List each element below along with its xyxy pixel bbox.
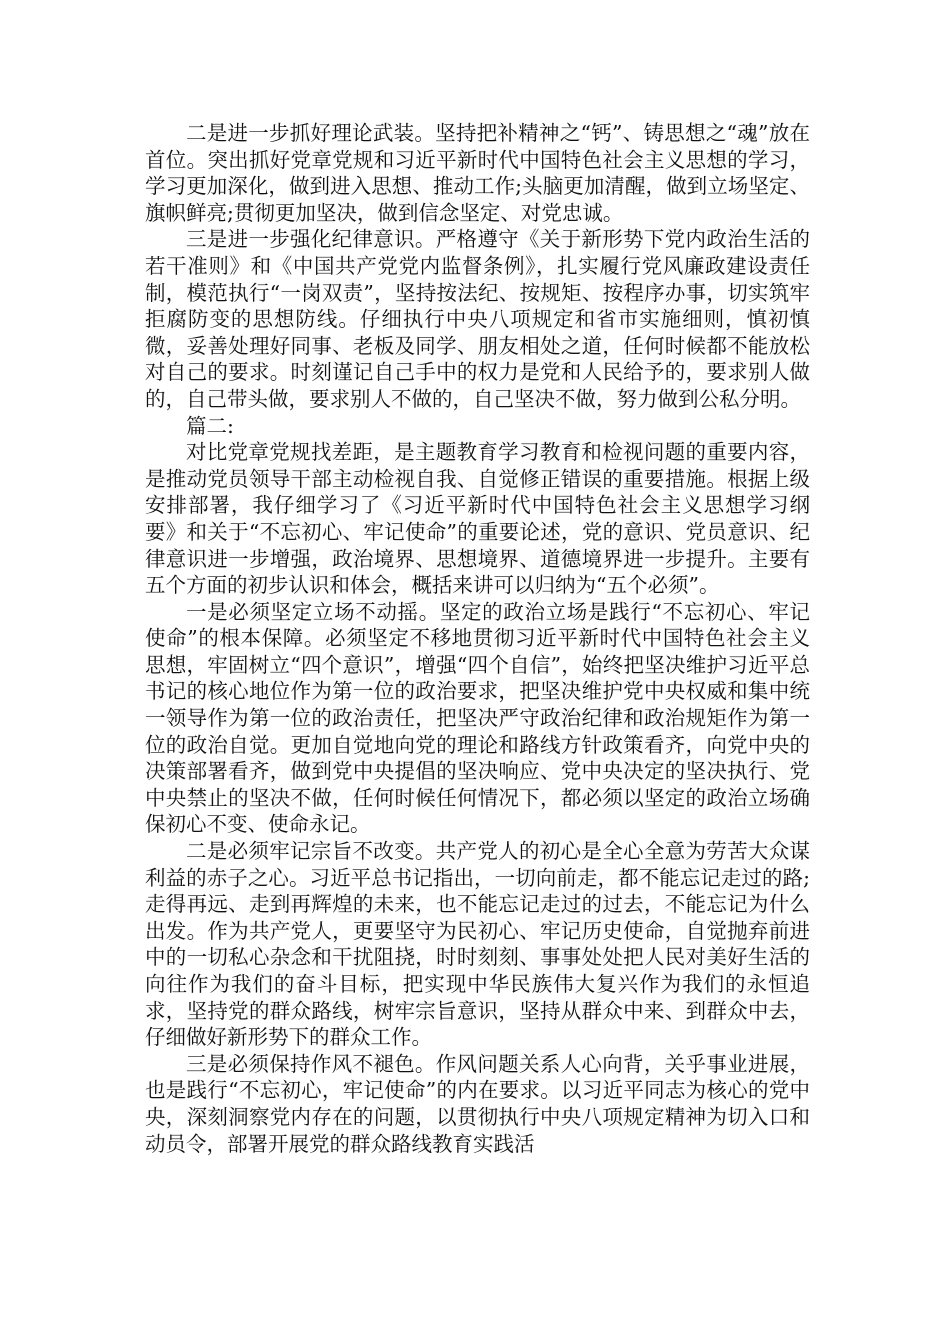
- paragraph-discipline-awareness: 三是进一步强化纪律意识。严格遵守《关于新形势下党内政治生活的若干准则》和《中国共产党党内监督条例》，扎实履行党风廉政建设责任制，模范执行“一岗双责”，坚持按法纪、按规矩、按程序办事，切实筑牢拒腐防变的思想防线。仔细执行中央八项规定和省市实施细则，慎初慎微，妥善处理好同事、老板及同学、朋友相处之道，任何时候都不能放松对自己的要求。时刻谨记自己手中的权力是党和人民给予的，要求别人做的，自己带头做，要求别人不做的，自己坚决不做，努力做到公私分明。: [145, 227, 810, 411]
- paragraph-keep-purpose: 二是必须牢记宗旨不改变。共产党人的初心是全心全意为劳苦大众谋利益的赤子之心。习近平总书记指出，一切向前走，都不能忘记走过的路;走得再远、走到再辉煌的未来，也不能忘记走过的过去，不能忘记为什么出发。作为共产党人，更要坚守为民初心、牢记历史使命，自觉抛弃前进中的一切私心杂念和干扰阻挠，时时刻刻、事事处处把人民对美好生活的向往作为我们的奋斗目标，把实现中华民族伟大复兴作为我们的永恒追求，坚持党的群众路线，树牢宗旨意识，坚持从群众中来、到群众中去，仔细做好新形势下的群众工作。: [145, 839, 810, 1050]
- paragraph-theory-armament: 二是进一步抓好理论武装。坚持把补精神之“钙”、铸思想之“魂”放在首位。突出抓好党章党规和习近平新时代中国特色社会主义思想的学习，学习更加深化，做到进入思想、推动工作;头脑更加清醒，做到立场坚定、旗帜鲜亮;贯彻更加坚决，做到信念坚定、对党忠诚。: [145, 121, 810, 225]
- section-heading-part-two: 篇二:: [186, 413, 234, 438]
- paragraph-maintain-style: 三是必须保持作风不褪色。作风问题关系人心向背，关乎事业进展，也是践行“不忘初心，牢记使命”的内在要求。以习近平同志为核心的党中央，深刻洞察党内存在的问题，以贯彻执行中央八项规定精神为切入口和动员令，部署开展党的群众路线教育实践活: [145, 1051, 810, 1156]
- document-page: [145, 120, 810, 1157]
- paragraph-firm-stance: 一是必须坚定立场不动摇。坚定的政治立场是践行“不忘初心、牢记使命”的根本保障。必须坚定不移地贯彻习近平新时代中国特色社会主义思想，牢固树立“四个意识”，增强“四个自信”，始终把坚决维护习近平总书记的核心地位作为第一位的政治要求，把坚决维护党中央权威和集中统一领导作为第一位的政治责任，把坚决严守政治纪律和政治规矩作为第一位的政治自觉。更加自觉地向党的理论和路线方针政策看齐，向党中央的决策部署看齐，做到党中央提倡的坚决响应、党中央决定的坚决执行、党中央禁止的坚决不做，任何时候任何情况下，都必须以坚定的政治立场确保初心不变、使命永记。: [145, 599, 810, 837]
- paragraph-introduction: 对比党章党规找差距，是主题教育学习教育和检视问题的重要内容，是推动党员领导干部主动检视自我、自觉修正错误的重要措施。根据上级安排部署，我仔细学习了《习近平新时代中国特色社会主义思想学习纲要》和关于“不忘初心、牢记使命”的重要论述，党的意识、党员意识、纪律意识进一步增强，政治境界、思想境界、道德境界进一步提升。主要有五个方面的初步认识和体会，概括来讲可以归纳为“五个必须”。: [145, 440, 810, 598]
